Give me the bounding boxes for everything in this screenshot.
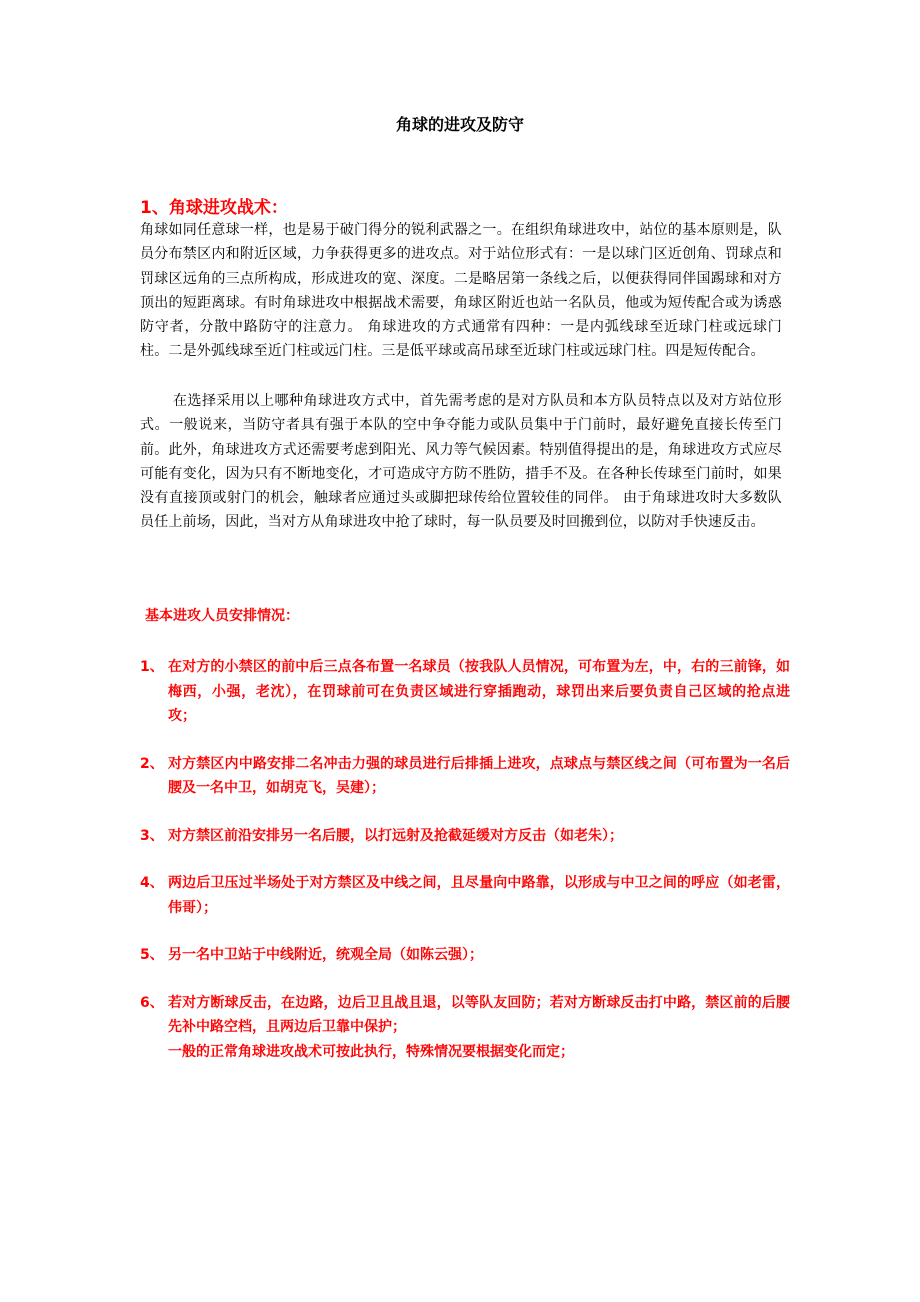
list-item-body: 若对方断球反击，在边路，边后卫且战且退，以等队友回防；若对方断球反击打中路，禁区前的后腰先补中路空档，且两边后卫靠中保护； bbox=[168, 994, 790, 1035]
list-item bbox=[140, 943, 790, 968]
closing-note: 一般的正常角球进攻战术可按此执行，特殊情况要根据变化而定； bbox=[168, 1043, 574, 1060]
body-paragraph-2: 在选择采用以上哪种角球进攻方式中，首先需考虑的是对方队员和本方队员特点以及对方站位形式。一般说来，当防守者具有强于本队的空中争夺能力或队员集中于门前时，最好避免直接长传至门前。此外，角球进攻方式还需要考虑到阳光、风力等气候因素。特别值得提出的是，角球进攻方式应尽可能有变化，因为只有不断地变化，才可造成守方防不胜防，措手不及。在各种长传球至门前时，如果没有直接顶或射门的机会，触球者应通过头或脚把球传给位置较佳的同伴。 由于角球进攻时大多数队员任上前场，因此，当对方从角球进攻中抢了球时，每一队员要及时回搬到位，以防对手快速反击。 bbox=[140, 393, 782, 531]
page-title: 角球的进攻及防守 bbox=[395, 115, 524, 134]
arrangement-list bbox=[140, 655, 790, 1087]
list-item-text: 两边后卫压过半场处于对方禁区及中线之间，且尽量向中路靠，以形成与中卫之间的呼应（如老雷，伟哥）； bbox=[168, 875, 790, 916]
list-item-text: 在对方的小禁区的前中后三点各布置一名球员（按我队人员情况，可布置为左，中，右的三前锋，如梅西，小强，老沈），在罚球前可在负责区域进行穿插跑动，球罚出来后要负责自己区域的抢点进攻； bbox=[168, 659, 790, 724]
list-item bbox=[140, 752, 790, 801]
list-item-number: 4、 bbox=[140, 875, 164, 891]
list-item-text: 对方禁区前沿安排另一名后腰，以打远射及抢截延缓对方反击（如老朱）； bbox=[168, 827, 623, 844]
list-item-number: 2、 bbox=[140, 755, 164, 772]
list-item-number: 6、 bbox=[140, 994, 164, 1011]
list-item bbox=[140, 655, 790, 729]
list-item-text: 对方禁区内中路安排二名冲击力强的球员进行后排插上进攻，点球点与禁区线之间（可布置为一名后腰及一名中卫，如胡克飞，吴建）； bbox=[168, 755, 790, 796]
list-item bbox=[140, 824, 790, 849]
body-paragraph-1: 角球如同任意球一样，也是易于破门得分的锐利武器之一。在组织角球进攻中，站位的基本原则是，队员分布禁区内和附近区域，力争获得更多的进攻点。对于站位形式有：一是以球门区近创角、罚球点和罚球区远角的三点所构成，形成进攻的宽、深度。二是略居第一条线之后，以便获得同伴国踢球和对方顶出的短距离球。有时角球进攻中根据战术需要，角球区附近也站一名队员，他或为短传配合或为诱惑防守者，分散中路防守的注意力。 角球进攻的方式通常有四种：一是内弧线球至近球门柱或远球门柱。二是外弧线球至近门柱或远门柱。三是低平球或高吊球至近球门柱或远球门柱。四是短传配合。 bbox=[140, 222, 782, 360]
list-item-text: 另一名中卫站于中线附近，统观全局（如陈云强）； bbox=[168, 947, 483, 963]
list-item bbox=[140, 871, 790, 920]
list-item-number: 5、 bbox=[140, 947, 164, 963]
section-heading-corner-attack: 1、角球进攻战术： bbox=[140, 198, 288, 218]
arrangement-heading: 基本进攻人员安排情况： bbox=[145, 608, 299, 624]
list-item-number: 3、 bbox=[140, 827, 164, 844]
list-item-number: 1、 bbox=[140, 659, 164, 675]
list-item-text bbox=[168, 991, 790, 1065]
list-item bbox=[140, 991, 790, 1065]
